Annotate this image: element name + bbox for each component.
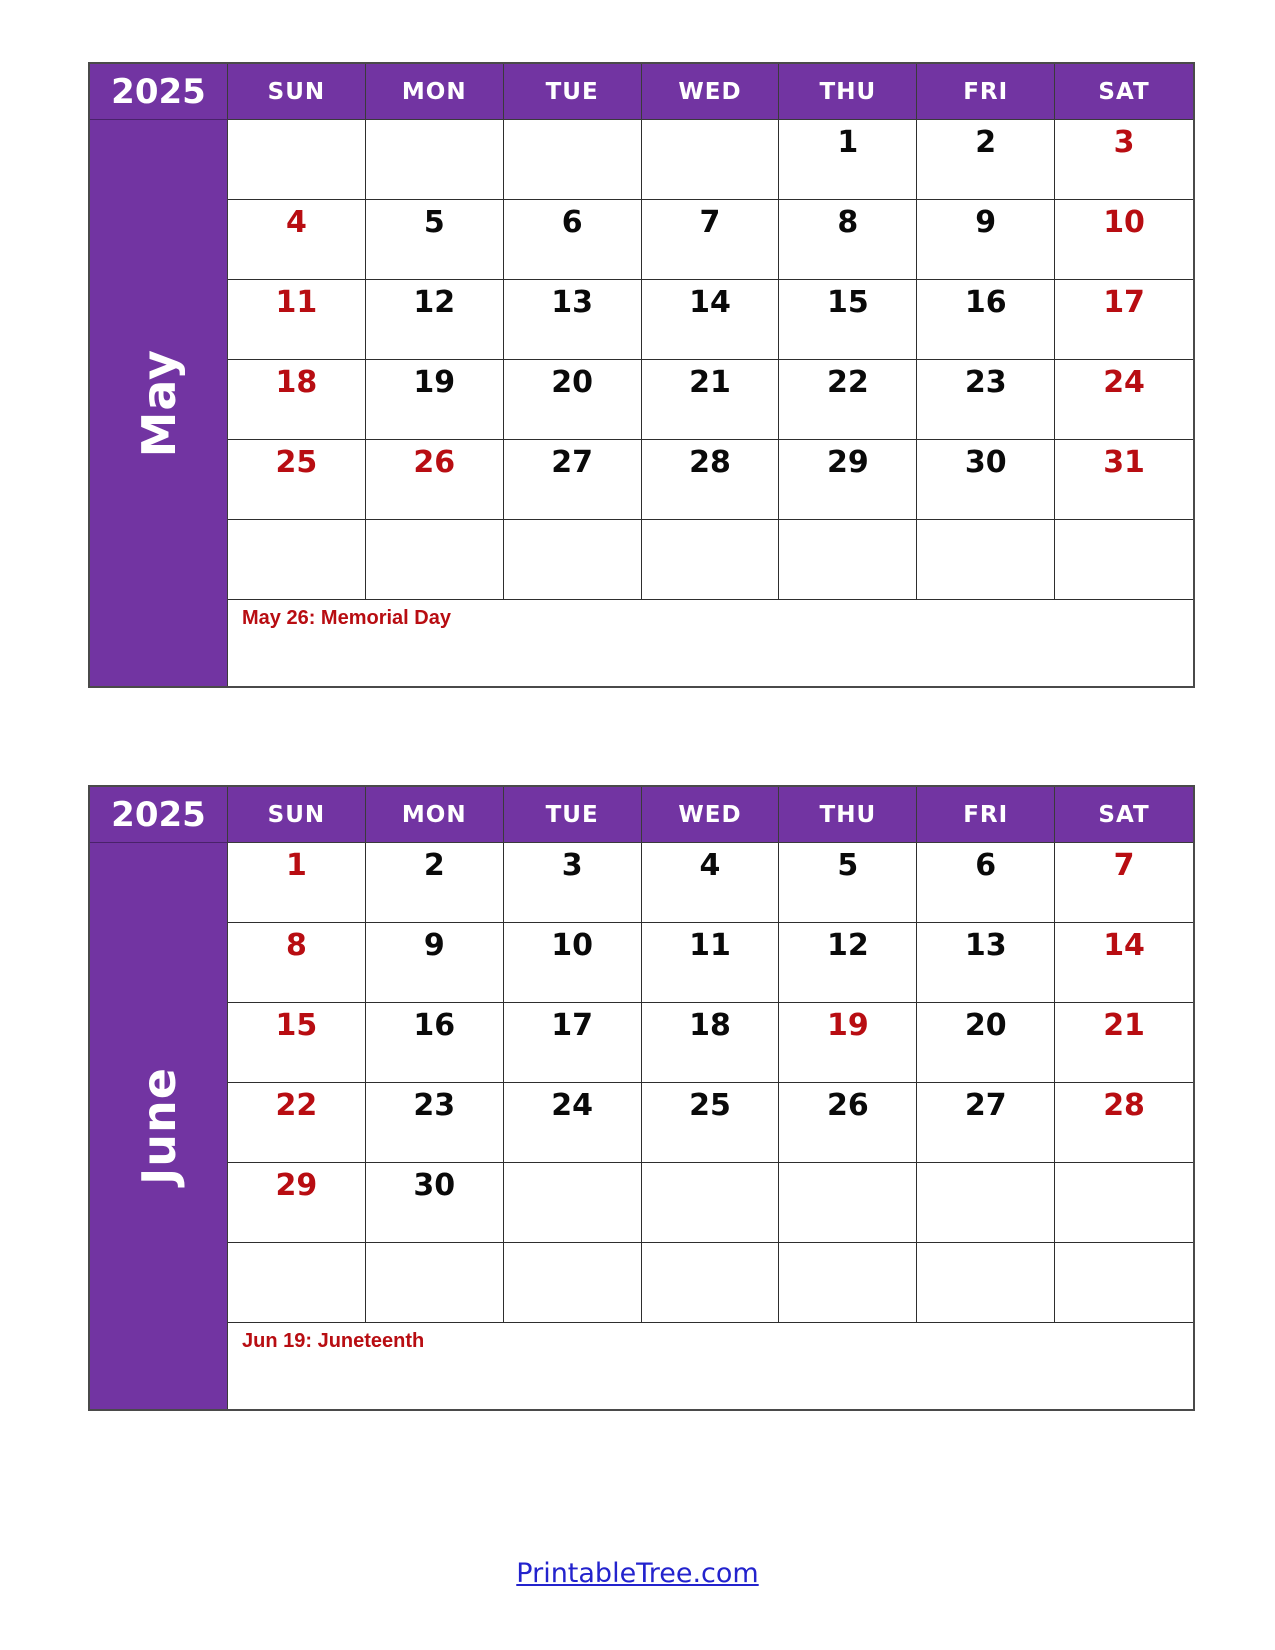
date-cell-23: 23	[917, 360, 1055, 440]
date-cell-4: 4	[642, 843, 780, 923]
weekday-header-thu: THU	[779, 64, 917, 120]
weekday-header-wed: WED	[642, 787, 780, 843]
weekday-header-mon: MON	[366, 787, 504, 843]
date-cell-9: 9	[366, 923, 504, 1003]
date-cell-17: 17	[1055, 280, 1193, 360]
month-label: June	[131, 1067, 186, 1185]
weekday-header-fri: FRI	[917, 64, 1055, 120]
date-cell-24: 24	[504, 1083, 642, 1163]
empty-date-cell	[366, 120, 504, 200]
weekday-header-fri: FRI	[917, 787, 1055, 843]
year-label: 2025	[90, 787, 228, 843]
empty-date-cell	[642, 1243, 780, 1323]
date-cell-23: 23	[366, 1083, 504, 1163]
month-sidebar	[90, 843, 228, 1409]
date-cell-21: 21	[1055, 1003, 1193, 1083]
empty-date-cell	[228, 1243, 366, 1323]
date-cell-13: 13	[917, 923, 1055, 1003]
date-cell-31: 31	[1055, 440, 1193, 520]
weekday-header-tue: TUE	[504, 64, 642, 120]
month-label: May	[131, 348, 186, 458]
date-cell-20: 20	[917, 1003, 1055, 1083]
date-cell-5: 5	[366, 200, 504, 280]
date-cell-17: 17	[504, 1003, 642, 1083]
date-cell-3: 3	[504, 843, 642, 923]
date-cell-19: 19	[366, 360, 504, 440]
empty-date-cell	[1055, 1243, 1193, 1323]
date-cell-25: 25	[228, 440, 366, 520]
date-cell-9: 9	[917, 200, 1055, 280]
year-label: 2025	[90, 64, 228, 120]
empty-date-cell	[504, 1243, 642, 1323]
weekday-header-mon: MON	[366, 64, 504, 120]
month-sidebar	[90, 120, 228, 686]
date-cell-8: 8	[779, 200, 917, 280]
date-cell-28: 28	[1055, 1083, 1193, 1163]
date-cell-7: 7	[642, 200, 780, 280]
empty-date-cell	[779, 1163, 917, 1243]
weekday-header-thu: THU	[779, 787, 917, 843]
date-cell-10: 10	[1055, 200, 1193, 280]
date-cell-27: 27	[504, 440, 642, 520]
empty-date-cell	[642, 120, 780, 200]
date-cell-18: 18	[642, 1003, 780, 1083]
date-cell-28: 28	[642, 440, 780, 520]
date-cell-21: 21	[642, 360, 780, 440]
date-cell-26: 26	[779, 1083, 917, 1163]
date-cell-7: 7	[1055, 843, 1193, 923]
empty-date-cell	[1055, 520, 1193, 600]
date-cell-25: 25	[642, 1083, 780, 1163]
date-cell-30: 30	[917, 440, 1055, 520]
empty-date-cell	[366, 520, 504, 600]
empty-date-cell	[917, 520, 1055, 600]
date-cell-16: 16	[917, 280, 1055, 360]
date-cell-1: 1	[228, 843, 366, 923]
empty-date-cell	[366, 1243, 504, 1323]
weekday-header-sat: SAT	[1055, 787, 1193, 843]
calendar-june	[88, 785, 1195, 1411]
date-cell-27: 27	[917, 1083, 1055, 1163]
weekday-header-sun: SUN	[228, 64, 366, 120]
date-cell-22: 22	[228, 1083, 366, 1163]
empty-date-cell	[504, 520, 642, 600]
date-cell-13: 13	[504, 280, 642, 360]
date-cell-11: 11	[642, 923, 780, 1003]
date-cell-12: 12	[779, 923, 917, 1003]
empty-date-cell	[642, 520, 780, 600]
date-cell-15: 15	[228, 1003, 366, 1083]
date-cell-10: 10	[504, 923, 642, 1003]
date-cell-19: 19	[779, 1003, 917, 1083]
date-cell-6: 6	[504, 200, 642, 280]
date-cell-8: 8	[228, 923, 366, 1003]
date-cell-26: 26	[366, 440, 504, 520]
holiday-note: May 26: Memorial Day	[228, 600, 1193, 686]
date-cell-14: 14	[642, 280, 780, 360]
date-cell-11: 11	[228, 280, 366, 360]
calendar-may	[88, 62, 1195, 688]
date-cell-29: 29	[779, 440, 917, 520]
empty-date-cell	[642, 1163, 780, 1243]
date-cell-20: 20	[504, 360, 642, 440]
empty-date-cell	[228, 520, 366, 600]
date-cell-12: 12	[366, 280, 504, 360]
footer-link[interactable]: PrintableTree.com	[516, 1558, 759, 1589]
holiday-note: Jun 19: Juneteenth	[228, 1323, 1193, 1409]
date-cell-24: 24	[1055, 360, 1193, 440]
page-footer	[0, 1558, 1275, 1589]
empty-date-cell	[779, 1243, 917, 1323]
empty-date-cell	[504, 120, 642, 200]
weekday-header-tue: TUE	[504, 787, 642, 843]
date-cell-30: 30	[366, 1163, 504, 1243]
date-cell-16: 16	[366, 1003, 504, 1083]
empty-date-cell	[1055, 1163, 1193, 1243]
date-cell-3: 3	[1055, 120, 1193, 200]
weekday-header-sun: SUN	[228, 787, 366, 843]
date-cell-4: 4	[228, 200, 366, 280]
date-cell-6: 6	[917, 843, 1055, 923]
weekday-header-wed: WED	[642, 64, 780, 120]
date-cell-18: 18	[228, 360, 366, 440]
empty-date-cell	[504, 1163, 642, 1243]
date-cell-14: 14	[1055, 923, 1193, 1003]
date-cell-15: 15	[779, 280, 917, 360]
date-cell-5: 5	[779, 843, 917, 923]
empty-date-cell	[917, 1163, 1055, 1243]
empty-date-cell	[779, 520, 917, 600]
date-cell-1: 1	[779, 120, 917, 200]
date-cell-2: 2	[366, 843, 504, 923]
empty-date-cell	[917, 1243, 1055, 1323]
date-cell-29: 29	[228, 1163, 366, 1243]
weekday-header-sat: SAT	[1055, 64, 1193, 120]
date-cell-2: 2	[917, 120, 1055, 200]
empty-date-cell	[228, 120, 366, 200]
date-cell-22: 22	[779, 360, 917, 440]
